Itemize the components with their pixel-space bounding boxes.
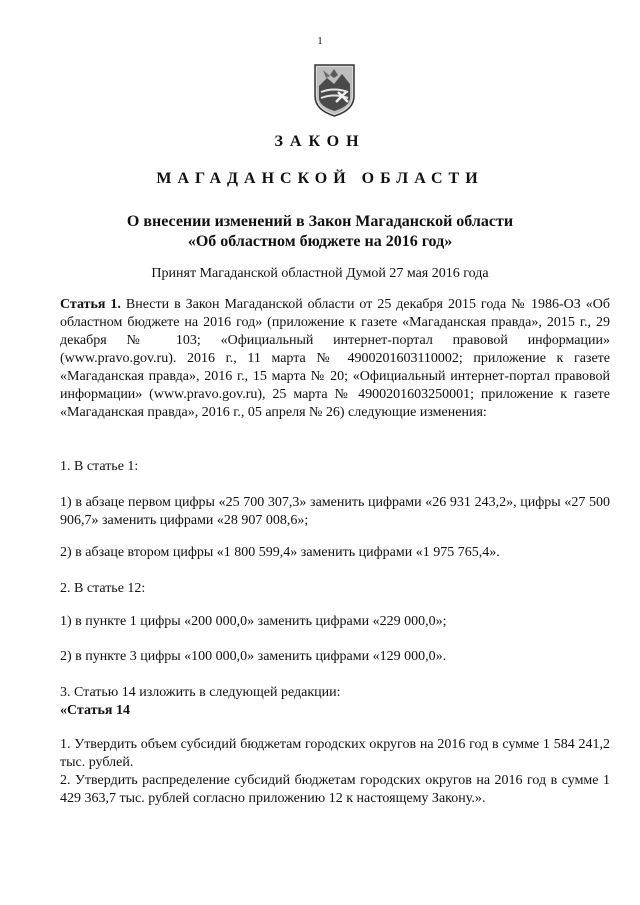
article-14-paragraph-1: 1. Утвердить объем субсидий бюджетам городских округов на 2016 год в сумме 1 584 241,2 тыс. рублей. <box>60 737 610 770</box>
subject-line-1: О внесении изменений в Закон Магаданской области <box>126 213 514 230</box>
item-1-heading: 1. В статье 1: <box>60 459 139 474</box>
region-title: МАГАДАНСКОЙ ОБЛАСТИ <box>156 170 484 187</box>
subject-line-2: «Об областном бюджете на 2016 год» <box>187 233 453 250</box>
article-14-heading: «Статья 14 <box>60 703 130 718</box>
coat-of-arms-icon <box>312 62 357 118</box>
item-2-heading: 2. В статье 12: <box>60 581 146 596</box>
item-2-subitem-1: 1) в пункте 1 цифры «200 000,0» заменить цифрами «229 000,0»; <box>60 614 447 629</box>
item-1-subitem-1: 1) в абзаце первом цифры «25 700 307,3» заменить цифрами «26 931 243,2», цифры «27 500 906,7» заменить цифрами «28 907 008,6»; <box>60 495 610 528</box>
item-1-subitem-2: 2) в абзаце втором цифры «1 800 599,4» заменить цифрами «1 975 765,4». <box>60 545 500 560</box>
page-number: 1 <box>317 35 323 47</box>
item-3-heading: 3. Статью 14 изложить в следующей редакции: <box>60 685 341 700</box>
adoption-note: Принят Магаданской областной Думой 27 мая 2016 года <box>151 266 489 281</box>
article-1-paragraph <box>60 296 610 422</box>
article-1-label: Статья 1. <box>60 297 121 312</box>
item-2-subitem-2: 2) в пункте 3 цифры «100 000,0» заменить цифрами «129 000,0». <box>60 649 447 664</box>
article-14-paragraph-2: 2. Утвердить распределение субсидий бюджетам городских округов на 2016 год в сумме 1 429 363,7 тыс. рублей согласно приложению 12 к настоящему Закону.». <box>60 773 610 806</box>
article-1-text: Внести в Закон Магаданской области от 25 декабря 2015 года № 1986-ОЗ «Об областном бюджете на 2016 год» (приложение к газете «Магаданская правда», 2015 г., 29 декабря № 103; «Официальный интернет-портал правовой информации» (www.pravo.gov.ru). 2016 г., 11 марта № 4900201603110002; приложение к газете «Магаданская правда», 2016 г., 15 марта № 20; «Официальный интернет-портал правовой информации» (www.pravo.gov.ru), 25 марта № 4900201603250001; приложение к газете «Магаданская правда», 2016 г., 05 апреля № 26) следующие изменения: <box>60 297 610 420</box>
law-subject <box>0 212 640 252</box>
law-title: ЗАКОН <box>274 133 366 150</box>
